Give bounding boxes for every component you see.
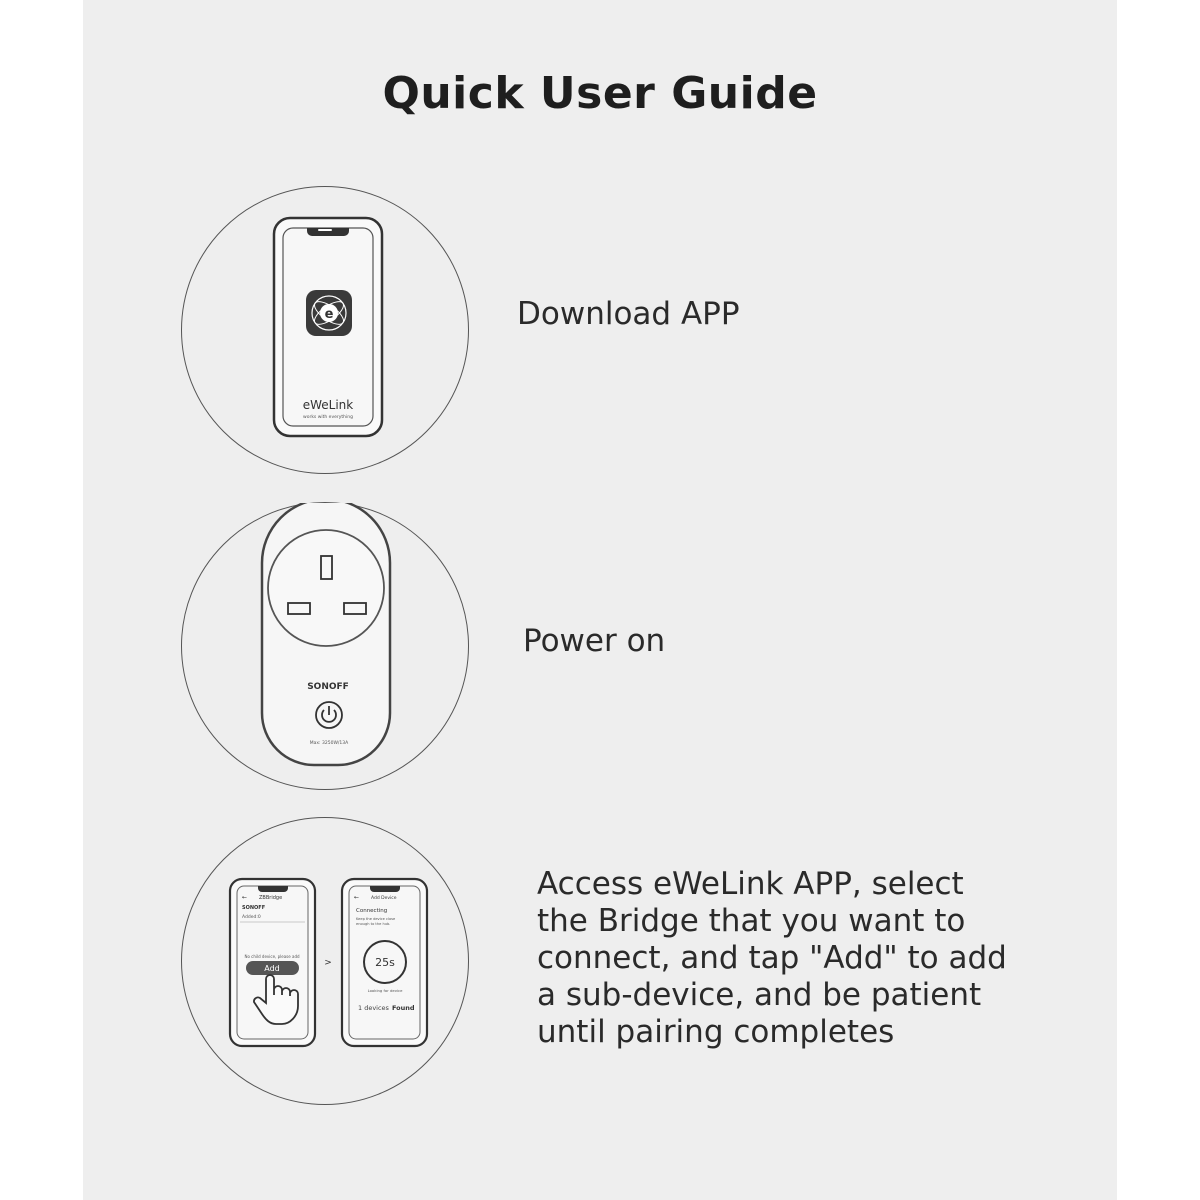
plug-rating: Max: 3250W/13A: [309, 741, 349, 746]
svg-text:Added:0: Added:0: [242, 915, 261, 920]
step3-line: connect, and tap "Add" to add: [537, 940, 1007, 976]
svg-text:Found: Found: [392, 1004, 415, 1012]
step2-label: Power on: [523, 623, 666, 659]
step1-label: Download APP: [517, 296, 740, 332]
ewelink-logo-icon: [306, 290, 352, 336]
svg-text:Keep the device close: Keep the device close: [356, 917, 396, 921]
phone-add-device-screen: [342, 879, 427, 1046]
pairing-illustration: [182, 818, 470, 1106]
step3-line: Access eWeLink APP, select: [537, 866, 964, 902]
back-arrow-icon: ←: [242, 894, 248, 901]
step3-line: the Bridge that you want to: [537, 903, 966, 939]
app-tagline: works with everything: [303, 415, 353, 420]
plug-brand: SONOFF: [307, 682, 349, 692]
svg-text:←: ←: [354, 894, 360, 901]
svg-text:SONOFF: SONOFF: [242, 905, 266, 911]
step3-illustration: [181, 817, 469, 1105]
svg-text:enough to the hub.: enough to the hub.: [356, 922, 391, 926]
svg-text:Connecting: Connecting: [356, 908, 388, 914]
svg-text:Add: Add: [264, 964, 280, 973]
svg-text:ZBBridge: ZBBridge: [259, 895, 283, 901]
phone-app-illustration: [182, 187, 470, 475]
svg-text:1 devices: 1 devices: [358, 1004, 389, 1012]
smart-plug-illustration: [182, 503, 470, 791]
svg-text:Add Device: Add Device: [371, 896, 397, 901]
step1-illustration: [181, 186, 469, 474]
step3-line: a sub-device, and be patient: [537, 977, 982, 1013]
step3-line: until pairing completes: [537, 1014, 895, 1050]
phone-bridge-screen: [230, 879, 315, 1046]
svg-text:e: e: [324, 307, 334, 322]
page-title: Quick User Guide: [382, 68, 818, 119]
app-name-label: eWeLink: [302, 398, 354, 412]
step2-illustration: [181, 502, 469, 790]
svg-text:Looking for device: Looking for device: [367, 988, 403, 993]
svg-text:25s: 25s: [375, 956, 395, 969]
next-arrow: >: [324, 958, 332, 968]
step3-instructions: [537, 866, 1037, 1051]
svg-text:No child device, please add: No child device, please add: [244, 954, 300, 959]
